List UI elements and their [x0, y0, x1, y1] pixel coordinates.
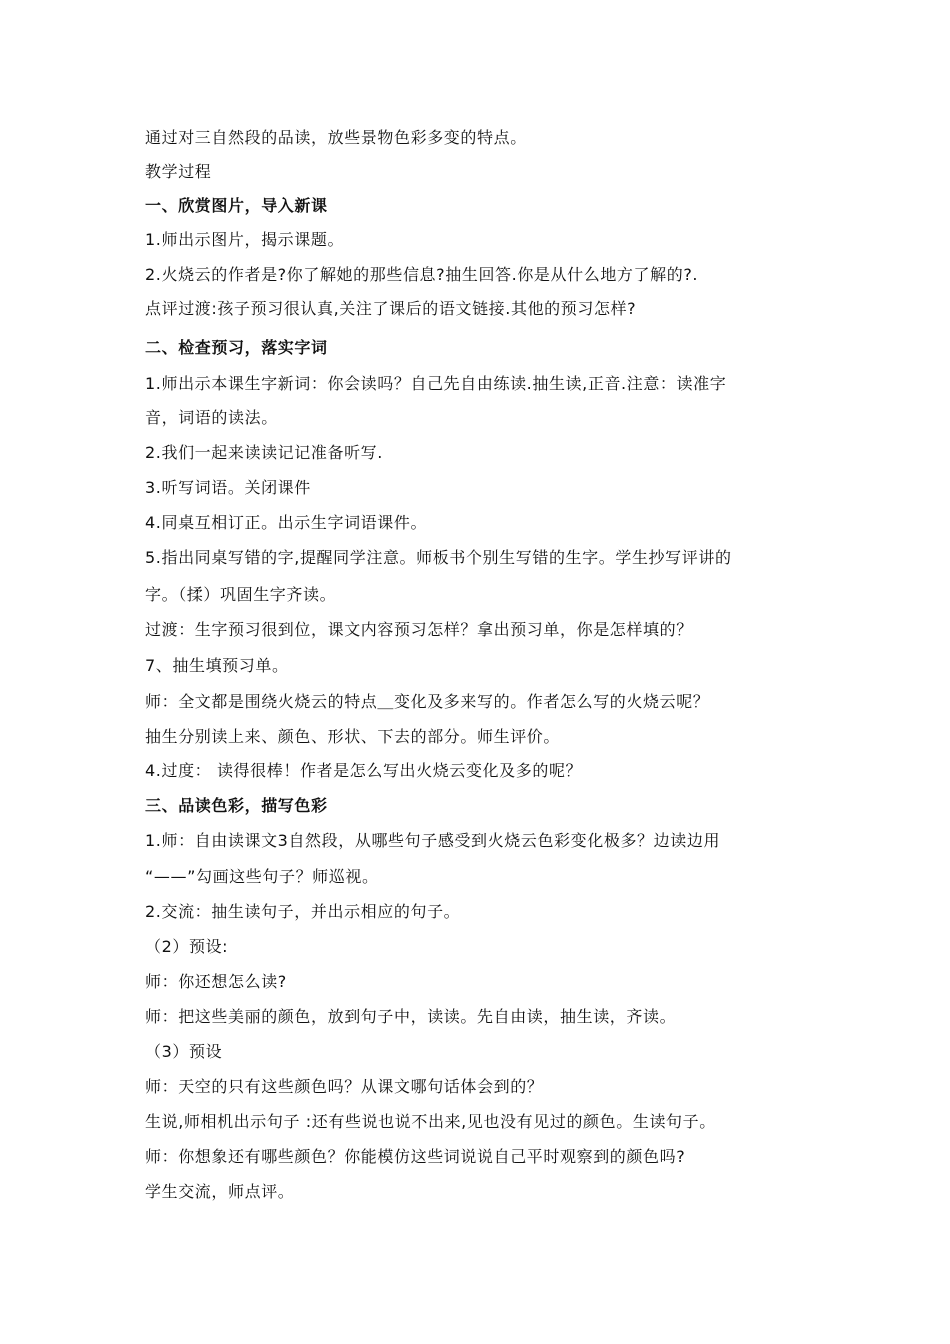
- text-line: 抽生分别读上来、颜色、形状、下去的部分。师生评价。: [145, 727, 561, 746]
- text-line: 过渡：生字预习很到位，课文内容预习怎样？拿出预习单，你是怎样填的？: [145, 620, 693, 639]
- text-line: 学生交流，师点评。: [145, 1182, 295, 1201]
- text-line: 1.师出示本课生字新词：你会读吗？自己先自由练读.抽生读,正音.注意：读准字: [145, 374, 727, 393]
- text-line: 2.火烧云的作者是?你了解她的那些信息?抽生回答.你是从什么地方了解的?.: [145, 265, 699, 284]
- text-line: 音，词语的读法。: [145, 408, 278, 427]
- text-line: 1.师出示图片，揭示课题。: [145, 230, 345, 249]
- text-line: 师：全文都是围绕火烧云的特点＿变化及多来写的。作者怎么写的火烧云呢？: [145, 692, 710, 711]
- text-line: 5.指出同桌写错的字,提醒同学注意。师板书个别生写错的生字。学生抄写评讲的: [145, 548, 732, 567]
- text-line: 教学过程: [145, 162, 212, 181]
- text-line: 4.过度： 读得很棒！作者是怎么写出火烧云变化及多的呢？: [145, 761, 583, 780]
- text-line: 字。（揉）巩固生字齐读。: [145, 585, 337, 604]
- text-line: （2）预设:: [145, 937, 229, 956]
- text-line: 3.听写词语。关闭课件: [145, 478, 311, 497]
- text-line: 师：你还想怎么读?: [145, 972, 287, 991]
- text-line: 师：你想象还有哪些颜色？你能模仿这些词说说自己平时观察到的颜色吗?: [145, 1147, 686, 1166]
- text-line: 生说,师相机出示句子 :还有些说也说不出来,见也没有见过的颜色。生读句子。: [145, 1112, 716, 1131]
- text-line: “——”勾画这些句子？师巡视。: [145, 867, 379, 886]
- section-heading: 三、品读色彩，描写色彩: [145, 796, 328, 815]
- section-heading: 二、检查预习，落实字词: [145, 338, 328, 357]
- text-line: 通过对三自然段的品读，放些景物色彩多变的特点。: [145, 128, 527, 147]
- text-line: 2.交流：抽生读句子，并出示相应的句子。: [145, 902, 461, 921]
- section-heading: 一、欣赏图片，导入新课: [145, 196, 328, 215]
- text-line: 点评过渡:孩子预习很认真,关注了课后的语文链接.其他的预习怎样?: [145, 299, 637, 318]
- text-line: 1.师：自由读课文3自然段，从哪些句子感受到火烧云色彩变化极多？边读边用: [145, 831, 721, 850]
- text-line: 师：把这些美丽的颜色，放到句子中，读读。先自由读，抽生读，齐读。: [145, 1007, 677, 1026]
- text-line: （3）预设: [145, 1042, 223, 1061]
- text-line: 7、抽生填预习单。: [145, 656, 289, 675]
- text-line: 4.同桌互相订正。出示生字词语课件。: [145, 513, 428, 532]
- text-line: 2.我们一起来读读记记准备听写.: [145, 443, 383, 462]
- text-line: 师：天空的只有这些颜色吗？从课文哪句话体会到的？: [145, 1077, 544, 1096]
